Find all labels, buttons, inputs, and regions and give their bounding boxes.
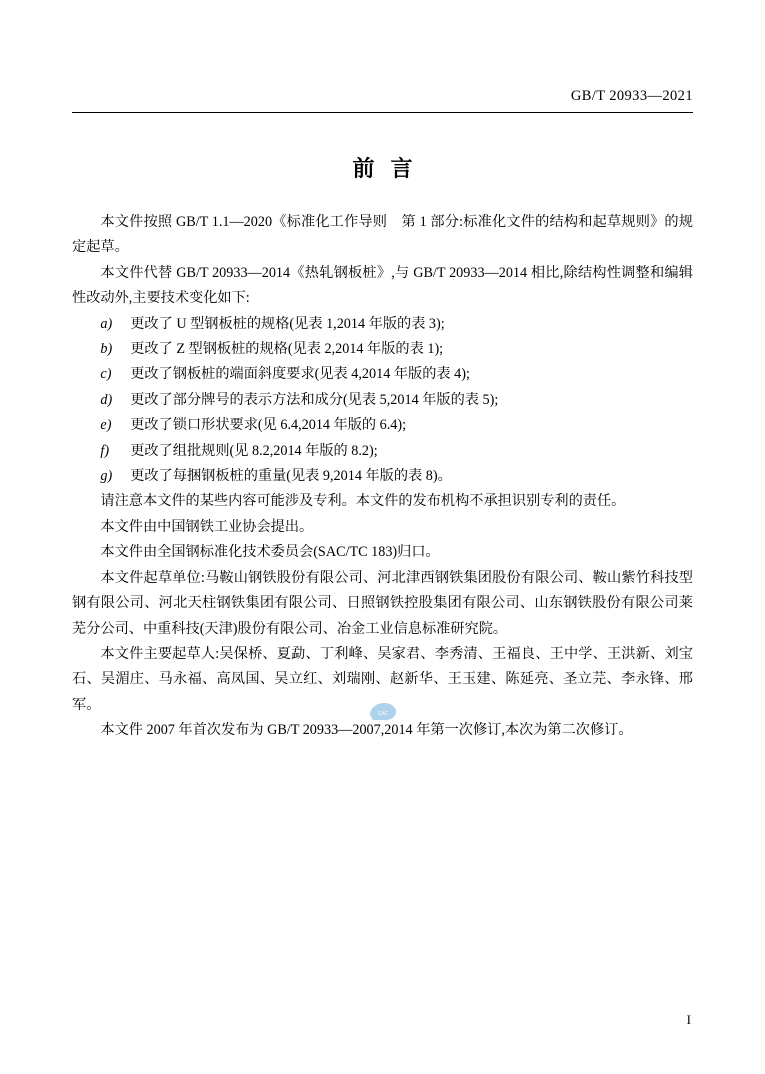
paragraph-technical-committee: 本文件由全国钢标准化技术委员会(SAC/TC 183)归口。 bbox=[100, 544, 440, 561]
paragraph-replacement-notice: 本文件代替 GB/T 20933—2014《热轧钢板桩》,与 GB/T 20933—2014 相比,除结构性调整和编辑性改动外,主要技术变化如下: bbox=[72, 264, 693, 307]
page-number: I bbox=[686, 1012, 691, 1027]
list-marker: d) bbox=[100, 391, 113, 408]
list-marker: a) bbox=[100, 315, 113, 332]
watermark-logo bbox=[368, 700, 398, 722]
list-item-text: 更改了 U 型钢板桩的规格(见表 1,2014 年版的表 3); bbox=[130, 315, 445, 332]
paragraph-main-drafters: 本文件主要起草人:吴保桥、夏勐、丁利峰、吴家君、李秀清、王福良、王中学、王洪新、刘宝石、吴湄庄、马永福、高凤国、吴立红、刘瑞刚、赵新华、王玉建、陈延亮、圣立芫、李永锋、邢军。 bbox=[72, 645, 693, 713]
paragraph-drafting-organizations: 本文件起草单位:马鞍山钢铁股份有限公司、河北津西钢铁集团股份有限公司、鞍山紫竹科技型钢有限公司、河北天柱钢铁集团有限公司、日照钢铁控股集团有限公司、山东钢铁股份有限公司莱芜分公司、中重科技(天津)股份有限公司、冶金工业信息标准研究院。 bbox=[72, 569, 693, 637]
list-marker: c) bbox=[100, 366, 112, 383]
paragraph-proposer: 本文件由中国钢铁工业协会提出。 bbox=[100, 518, 314, 535]
svg-text:SAC: SAC bbox=[377, 711, 388, 717]
list-item-text: 更改了钢板桩的端面斜度要求(见表 4,2014 年版的表 4); bbox=[130, 366, 470, 383]
list-item bbox=[72, 337, 693, 362]
standard-code: GB/T 20933—2021 bbox=[570, 88, 693, 104]
list-marker: b) bbox=[100, 341, 113, 358]
list-item bbox=[72, 413, 693, 438]
header-divider bbox=[72, 112, 693, 113]
list-item-text: 更改了 Z 型钢板桩的规格(见表 2,2014 年版的表 1); bbox=[130, 341, 444, 358]
page-title: 前言 bbox=[352, 157, 429, 182]
list-item bbox=[72, 464, 693, 489]
list-item-text: 更改了锁口形状要求(见 6.4,2014 年版的 6.4); bbox=[130, 417, 407, 434]
list-item-text: 更改了每捆钢板桩的重量(见表 9,2014 年版的表 8)。 bbox=[130, 468, 452, 485]
list-marker: f) bbox=[100, 442, 110, 459]
list-marker: g) bbox=[100, 468, 113, 485]
list-item bbox=[72, 439, 693, 464]
list-marker: e) bbox=[100, 417, 112, 434]
list-item bbox=[72, 312, 693, 337]
list-item bbox=[72, 362, 693, 387]
paragraph-revision-history: 本文件 2007 年首次发布为 GB/T 20933—2007,2014 年第一次修订,本次为第二次修订。 bbox=[100, 722, 633, 739]
paragraph-drafting-basis: 本文件按照 GB/T 1.1—2020《标准化工作导则 第 1 部分:标准化文件的结构和起草规则》的规定起草。 bbox=[72, 214, 693, 256]
paragraph-patent-notice: 请注意本文件的某些内容可能涉及专利。本文件的发布机构不承担识别专利的责任。 bbox=[100, 493, 626, 510]
list-item-text: 更改了组批规则(见 8.2,2014 年版的 8.2); bbox=[130, 442, 378, 459]
document-body bbox=[72, 210, 693, 744]
list-item-text: 更改了部分牌号的表示方法和成分(见表 5,2014 年版的表 5); bbox=[130, 391, 499, 408]
list-item bbox=[72, 388, 693, 413]
